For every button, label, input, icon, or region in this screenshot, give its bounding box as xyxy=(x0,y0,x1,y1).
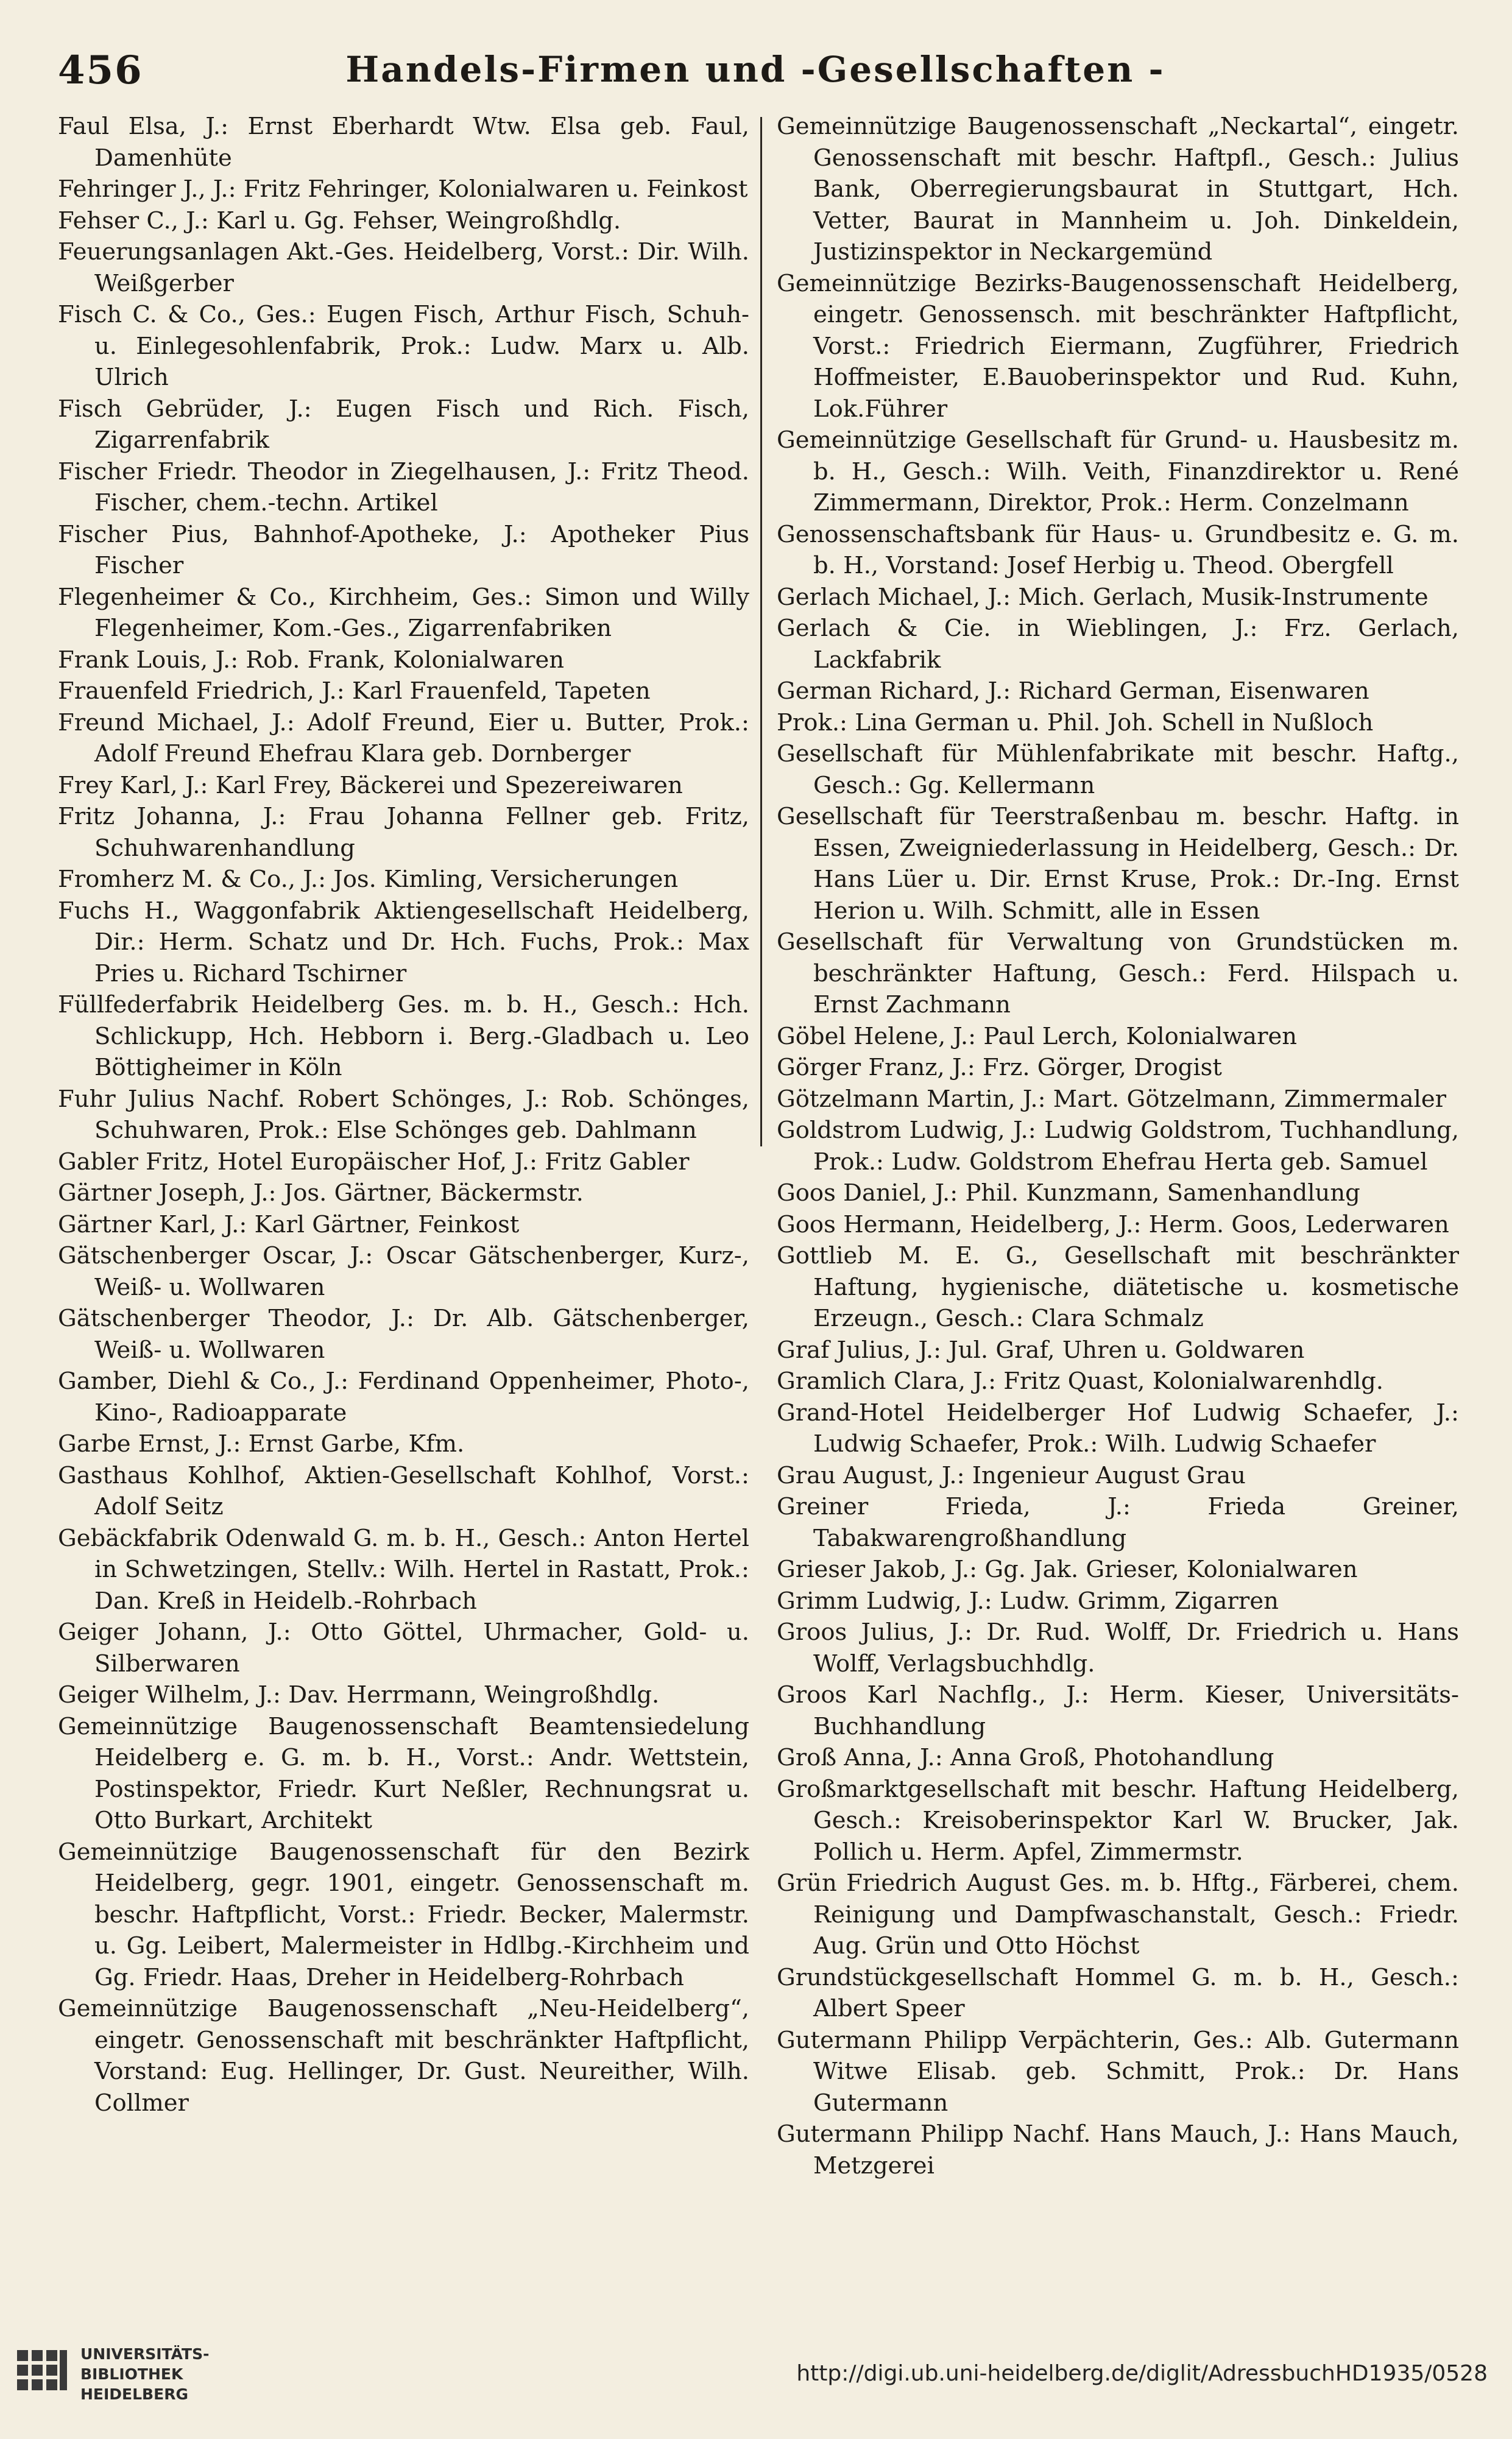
directory-entry: Gätschenberger Theodor, J.: Dr. Alb. Gätschenberger, Weiß- u. Wollwaren xyxy=(58,1305,749,1364)
directory-entry: Gärtner Joseph, J.: Jos. Gärtner, Bäckermstr. xyxy=(58,1179,584,1207)
directory-entry: Fehser C., J.: Karl u. Gg. Fehser, Weingroßhdlg. xyxy=(58,206,621,235)
directory-entry: Großmarktgesellschaft mit beschr. Haftung Heidelberg, Gesch.: Kreisoberinspektor Karl W. Brucker, Jak. Pollich u. Herm. Apfel, Zimmermstr. xyxy=(777,1775,1459,1866)
directory-entry: Goldstrom Ludwig, J.: Ludwig Goldstrom, Tuchhandlung, Prok.: Ludw. Goldstrom Ehefrau Herta geb. Samuel xyxy=(777,1117,1459,1176)
directory-entry: Goos Hermann, Heidelberg, J.: Herm. Goos, Lederwaren xyxy=(777,1210,1449,1238)
directory-entry: Göbel Helene, J.: Paul Lerch, Kolonialwaren xyxy=(777,1022,1298,1050)
directory-entry: Fisch C. & Co., Ges.: Eugen Fisch, Arthur Fisch, Schuh- u. Einlegesohlenfabrik, Prok.: Ludw. Marx u. Alb. Ulrich xyxy=(58,301,749,391)
directory-entry: Grieser Jakob, J.: Gg. Jak. Grieser, Kolonialwaren xyxy=(777,1556,1358,1583)
library-logo xyxy=(17,2334,218,2413)
column-divider xyxy=(760,117,762,1146)
directory-entry: Grau August, J.: Ingenieur August Grau xyxy=(777,1461,1246,1489)
directory-entry: Görger Franz, J.: Frz. Görger, Drogist xyxy=(777,1054,1222,1081)
directory-entry: Gasthaus Kohlhof, Aktien-Gesellschaft Kohlhof, Vorst.: Adolf Seitz xyxy=(58,1461,749,1520)
library-name xyxy=(80,2344,209,2404)
running-title-text: Handels-Firmen und -Gesellschaften xyxy=(345,49,1135,90)
directory-entry: Graf Julius, J.: Jul. Graf, Uhren u. Goldwaren xyxy=(777,1336,1305,1364)
directory-entry: Gamber, Diehl & Co., J.: Ferdinand Oppenheimer, Photo-, Kino-, Radioapparate xyxy=(58,1368,749,1427)
directory-entry: Frank Louis, J.: Rob. Frank, Kolonialwaren xyxy=(58,646,565,674)
directory-entry: Gätschenberger Oscar, J.: Oscar Gätschenberger, Kurz-, Weiß- u. Wollwaren xyxy=(58,1242,749,1301)
directory-entry: Geiger Johann, J.: Otto Göttel, Uhrmacher, Gold- u. Silberwaren xyxy=(58,1618,749,1678)
directory-entry: Groos Julius, J.: Dr. Rud. Wolff, Dr. Friedrich u. Hans Wolff, Verlagsbuchhdlg. xyxy=(777,1618,1459,1678)
directory-entry: Fisch Gebrüder, J.: Eugen Fisch und Rich. Fisch, Zigarrenfabrik xyxy=(58,395,749,454)
directory-entry: Faul Elsa, J.: Ernst Eberhardt Wtw. Elsa geb. Faul, Damenhüte xyxy=(58,113,749,172)
right-column xyxy=(777,111,1459,2267)
directory-entry: Goos Daniel, J.: Phil. Kunzmann, Samenhandlung xyxy=(777,1179,1360,1207)
directory-entry: Fehringer J., J.: Fritz Fehringer, Kolonialwaren u. Feinkost xyxy=(58,175,748,203)
directory-entry: Greiner Frieda, J.: Frieda Greiner, Tabakwarengroßhandlung xyxy=(777,1493,1459,1552)
directory-entry: Gutermann Philipp Verpächterin, Ges.: Alb. Gutermann Witwe Elisab. geb. Schmitt, Prok.: Dr. Hans Gutermann xyxy=(777,2026,1459,2117)
directory-entry: Gerlach Michael, J.: Mich. Gerlach, Musik-Instrumente xyxy=(777,583,1429,611)
directory-entry: Prok.: Lina German u. Phil. Joh. Schell in Nußloch xyxy=(777,708,1374,736)
directory-entry: Gutermann Philipp Nachf. Hans Mauch, J.: Hans Mauch, Metzgerei xyxy=(777,2120,1459,2180)
directory-entry: Gärtner Karl, J.: Karl Gärtner, Feinkost xyxy=(58,1210,520,1238)
page-number: 456 xyxy=(58,48,143,93)
library-logo-icon xyxy=(17,2345,69,2398)
directory-entry: Gramlich Clara, J.: Fritz Quast, Kolonialwarenhdlg. xyxy=(777,1368,1384,1395)
directory-entry: Grundstückgesellschaft Hommel G. m. b. H., Gesch.: Albert Speer xyxy=(777,1963,1459,2022)
directory-entry: Groß Anna, J.: Anna Groß, Photohandlung xyxy=(777,1744,1274,1771)
directory-entry: German Richard, J.: Richard German, Eisenwaren xyxy=(777,677,1369,705)
directory-entry: Freund Michael, J.: Adolf Freund, Eier u. Butter, Prok.: Adolf Freund Ehefrau Klara geb. Dornberger xyxy=(58,708,749,768)
directory-entry: Gemeinnützige Baugenossenschaft „Neckartal“, eingetr. Genossenschaft mit beschr. Haftpfl., Gesch.: Julius Bank, Oberregierungsbaurat in Stuttgart, Hch. Vetter, Baurat in Mannheim u. Joh. Dinkeldein, Justizinspektor in Neckargemünd xyxy=(777,113,1459,266)
library-name-line: BIBLIOTHEK xyxy=(80,2365,183,2383)
directory-entry: Gemeinnützige Baugenossenschaft für den Bezirk Heidelberg, gegr. 1901, eingetr. Genossenschaft m. beschr. Haftpflicht, Vorst.: Friedr. Becker, Malermstr. u. Gg. Leibert, Malermeister in Hdlbg.-Kirchheim und Gg. Friedr. Haas, Dreher in Heidelberg-Rohrbach xyxy=(58,1838,749,1991)
directory-entry: Feuerungsanlagen Akt.-Ges. Heidelberg, Vorst.: Dir. Wilh. Weißgerber xyxy=(58,238,749,297)
directory-entry: Gabler Fritz, Hotel Europäischer Hof, J.: Fritz Gabler xyxy=(58,1148,690,1176)
directory-entry: Fischer Pius, Bahnhof-Apotheke, J.: Apotheker Pius Fischer xyxy=(58,520,749,579)
directory-entry: Fromherz M. & Co., J.: Jos. Kimling, Versicherungen xyxy=(58,866,679,893)
directory-entry: Grimm Ludwig, J.: Ludw. Grimm, Zigarren xyxy=(777,1587,1279,1615)
directory-entry: Flegenheimer & Co., Kirchheim, Ges.: Simon und Willy Flegenheimer, Kom.-Ges., Zigarrenfabriken xyxy=(58,583,749,642)
page-footer xyxy=(0,2290,1512,2439)
directory-entry: Fuhr Julius Nachf. Robert Schönges, J.: Rob. Schönges, Schuhwaren, Prok.: Else Schönges geb. Dahlmann xyxy=(58,1085,749,1144)
directory-entry: Gerlach & Cie. in Wieblingen, J.: Frz. Gerlach, Lackfabrik xyxy=(777,615,1459,674)
directory-entry: Groos Karl Nachflg., J.: Herm. Kieser, Universitäts-Buchhandlung xyxy=(777,1681,1459,1740)
directory-entry: Frey Karl, J.: Karl Frey, Bäckerei und Spezereiwaren xyxy=(58,771,683,799)
directory-entry: Gemeinnützige Bezirks-Baugenossenschaft Heidelberg, eingetr. Genossensch. mit beschränkter Haftpflicht, Vorst.: Friedrich Eiermann, Zugführer, Friedrich Hoffmeister, E.Bauoberinspektor und Rud. Kuhn, Lok.Führer xyxy=(777,269,1459,423)
directory-entry: Gemeinnützige Baugenossenschaft „Neu-Heidelberg“, eingetr. Genossenschaft mit beschränkter Haftpflicht, Vorstand: Eug. Hellinger, Dr. Gust. Neureither, Wilh. Collmer xyxy=(58,1995,749,2117)
directory-columns xyxy=(58,111,1459,2267)
running-title-mark: - xyxy=(1148,49,1165,90)
directory-entry: Fuchs H., Waggonfabrik Aktiengesellschaft Heidelberg, Dir.: Herm. Schatz und Dr. Hch. Fuchs, Prok.: Max Pries u. Richard Tschirner xyxy=(58,897,749,987)
directory-entry: Gebäckfabrik Odenwald G. m. b. H., Gesch.: Anton Hertel in Schwetzingen, Stellv.: Wilh. Hertel in Rastatt, Prok.: Dan. Kreß in Heidelb.-Rohrbach xyxy=(58,1524,749,1615)
directory-entry: Götzelmann Martin, J.: Mart. Götzelmann, Zimmermaler xyxy=(777,1085,1447,1113)
directory-entry: Gesellschaft für Verwaltung von Grundstücken m. beschränkter Haftung, Gesch.: Ferd. Hilspach u. Ernst Zachmann xyxy=(777,928,1459,1018)
directory-entry: Gottlieb M. E. G., Gesellschaft mit beschränkter Haftung, hygienische, diätetische u. kosmetische Erzeugn., Gesch.: Clara Schmalz xyxy=(777,1242,1459,1332)
source-url-link[interactable]: http://digi.ub.uni-heidelberg.de/diglit/AdressbuchHD1935/0528 xyxy=(796,2361,1488,2386)
directory-entry: Gesellschaft für Teerstraßenbau m. beschr. Haftg. in Essen, Zweigniederlassung in Heidelberg, Gesch.: Dr. Hans Lüer u. Dir. Ernst Kruse, Prok.: Dr.-Ing. Ernst Herion u. Wilh. Schmitt, alle in Essen xyxy=(777,803,1459,925)
directory-entry: Fischer Friedr. Theodor in Ziegelhausen, J.: Fritz Theod. Fischer, chem.-techn. Artikel xyxy=(58,457,749,517)
directory-entry: Füllfederfabrik Heidelberg Ges. m. b. H., Gesch.: Hch. Schlickupp, Hch. Hebborn i. Berg.-Gladbach u. Leo Böttigheimer in Köln xyxy=(58,991,749,1081)
directory-entry: Frauenfeld Friedrich, J.: Karl Frauenfeld, Tapeten xyxy=(58,677,651,705)
running-title xyxy=(58,49,1453,90)
left-column xyxy=(58,111,749,2267)
directory-entry: Grand-Hotel Heidelberger Hof Ludwig Schaefer, J.: Ludwig Schaefer, Prok.: Wilh. Ludwig Schaefer xyxy=(777,1399,1459,1458)
directory-entry: Grün Friedrich August Ges. m. b. Hftg., Färberei, chem. Reinigung und Dampfwaschanstalt, Gesch.: Friedr. Aug. Grün und Otto Höchst xyxy=(777,1869,1459,1960)
directory-entry: Genossenschaftsbank für Haus- u. Grundbesitz e. G. m. b. H., Vorstand: Josef Herbig u. Theod. Obergfell xyxy=(777,520,1459,579)
directory-entry: Garbe Ernst, J.: Ernst Garbe, Kfm. xyxy=(58,1430,465,1458)
directory-entry: Gemeinnützige Gesellschaft für Grund- u. Hausbesitz m. b. H., Gesch.: Wilh. Veith, Finanzdirektor u. René Zimmermann, Direktor, Prok.: Herm. Conzelmann xyxy=(777,426,1459,517)
directory-entry: Gesellschaft für Mühlenfabrikate mit beschr. Haftg., Gesch.: Gg. Kellermann xyxy=(777,740,1459,799)
library-name-line: HEIDELBERG xyxy=(80,2385,188,2403)
directory-entry: Fritz Johanna, J.: Frau Johanna Fellner geb. Fritz, Schuhwarenhandlung xyxy=(58,803,749,862)
page-header xyxy=(58,44,1453,111)
directory-entry: Gemeinnützige Baugenossenschaft Beamtensiedelung Heidelberg e. G. m. b. H., Vorst.: Andr. Wettstein, Postinspektor, Friedr. Kurt Neßler, Rechnungsrat u. Otto Burkart, Architekt xyxy=(58,1712,749,1834)
library-name-line: UNIVERSITÄTS- xyxy=(80,2345,210,2363)
directory-entry: Geiger Wilhelm, J.: Dav. Herrmann, Weingroßhdlg. xyxy=(58,1681,660,1709)
